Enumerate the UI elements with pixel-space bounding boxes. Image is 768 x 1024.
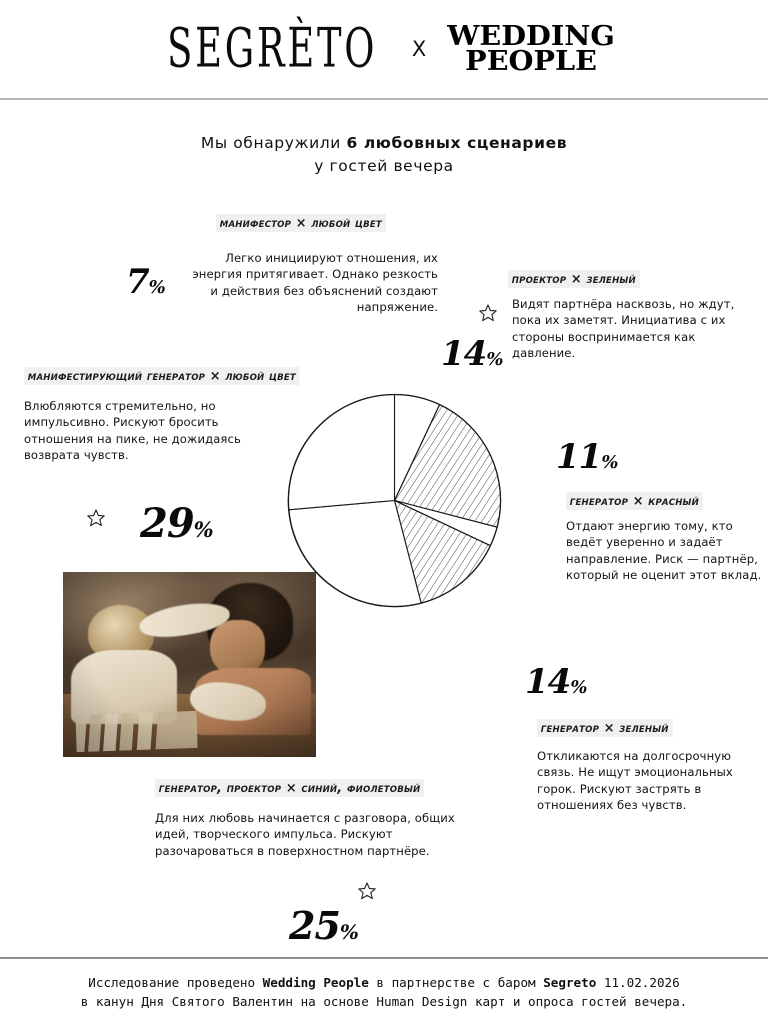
photo-vignette — [63, 572, 316, 757]
segment-generator-red-description: Отдают энергию тому, кто ведёт уверенно и задаёт направление. Риск — партнёр, который не оценит этот вклад. — [566, 519, 762, 583]
segment-generator-projector-blue-label-wrap — [155, 777, 438, 797]
page-title — [0, 132, 768, 179]
star-icon-projector-wrap — [478, 302, 498, 323]
segment-projector-label-wrap — [508, 268, 647, 288]
segment-generator-projector-blue-label: генератор, проектор × синий, фиолетовый — [155, 779, 424, 797]
segment-projector-description: Видят партнёра насквозь, но ждут, пока их заметят. Инициатива с их стороны воспринимается как давление. — [512, 297, 735, 361]
segment-generator-red-label: генератор × красный — [566, 492, 703, 510]
page-footer — [0, 957, 768, 1024]
segment-manifesting-generator-percent-value: 29 — [140, 500, 194, 547]
segment-generator-red-percent — [556, 437, 618, 477]
page-header — [0, 0, 768, 100]
pie-slice-manifesting-generator — [288, 394, 394, 509]
segment-manifesting-generator-percent — [140, 500, 214, 547]
segment-generator-green-label: генератор × зеленый — [537, 719, 672, 737]
page-title-line2: у гостей вечера — [314, 157, 454, 176]
segment-manifesting-generator-percent-symbol: % — [193, 517, 214, 542]
wedding-people-logo-line2: PEOPLE — [465, 46, 598, 77]
star-icon-generator-projector-blue-wrap — [357, 880, 377, 901]
page-title-line1 — [0, 132, 768, 155]
page-title-prefix: Мы обнаружили — [200, 134, 347, 152]
segment-generator-green-percent-symbol: % — [570, 677, 588, 698]
segment-manifestor-label-wrap — [216, 212, 395, 232]
footer-line1-c: в партнерстве с баром — [368, 974, 544, 990]
segment-generator-red-label-wrap — [566, 490, 710, 510]
segment-manifestor-percent — [126, 262, 166, 302]
footer-line1 — [12, 973, 756, 993]
star-icon — [357, 881, 377, 901]
segment-projector-percent-symbol: % — [486, 349, 504, 370]
segment-manifestor-percent-value: 7 — [126, 262, 149, 302]
segment-generator-projector-blue-percent-value: 25 — [289, 903, 340, 948]
couple-photo — [63, 572, 316, 757]
wedding-people-logo — [447, 20, 616, 77]
segment-projector-percent-value: 14 — [441, 334, 487, 374]
segment-manifesting-generator-label-wrap — [24, 365, 314, 385]
segreto-logo: SEGRÈTO — [166, 17, 377, 81]
star-icon — [86, 508, 106, 528]
star-icon-manifesting-generator-wrap — [86, 507, 106, 528]
segment-generator-red-percent-symbol: % — [601, 452, 619, 473]
segment-manifestor-percent-symbol: % — [148, 277, 166, 298]
segment-generator-green-description: Откликаются на долгосрочную связь. Не ищут эмоциональных горок. Рискуют застрять в отношениях без чувств. — [537, 749, 733, 813]
segment-manifestor-description: Легко инициируют отношения, их энергия притягивает. Однако резкость и действия без объяснений создают напряжение. — [192, 251, 438, 315]
star-icon — [478, 303, 498, 323]
segment-generator-projector-blue-percent — [289, 903, 359, 948]
page-title-highlight: 6 любовных сценариев — [346, 134, 568, 152]
segment-manifesting-generator-description: Влюбляются стремительно, но импульсивно. Рискуют бросить отношения на пике, не дожидаясь возврата чувств. — [24, 399, 241, 463]
footer-line2: в канун Дня Святого Валентин на основе Human Design карт и опроса гостей вечера. — [80, 994, 688, 1010]
segment-manifesting-generator-label: манифестирующий генератор × любой цвет — [24, 367, 300, 385]
segment-generator-green-percent — [525, 662, 587, 702]
footer-line1-a: Исследование проведено — [88, 974, 263, 990]
wedding-people-logo-line1: WEDDING — [447, 20, 616, 52]
segment-generator-green-label-wrap — [537, 717, 680, 737]
segment-projector-label: проектор × зеленый — [508, 270, 640, 288]
segment-generator-projector-blue-description: Для них любовь начинается с разговора, общих идей, творческого импульса. Рискуют разочароваться в поверхностном партнёре. — [155, 811, 455, 858]
segment-manifestor-label: манифестор × любой цвет — [216, 214, 386, 232]
segment-generator-projector-blue-percent-symbol: % — [339, 920, 359, 944]
collab-x-separator: X — [411, 37, 427, 61]
segment-generator-green-percent-value: 14 — [525, 662, 571, 702]
footer-date: 11.02.2026 — [596, 974, 680, 990]
footer-brand-segreto: Segreto — [543, 974, 597, 990]
segment-projector-percent — [441, 334, 503, 374]
segment-generator-red-percent-value: 11 — [556, 437, 602, 477]
footer-brand-wedding-people: Wedding People — [262, 974, 369, 990]
